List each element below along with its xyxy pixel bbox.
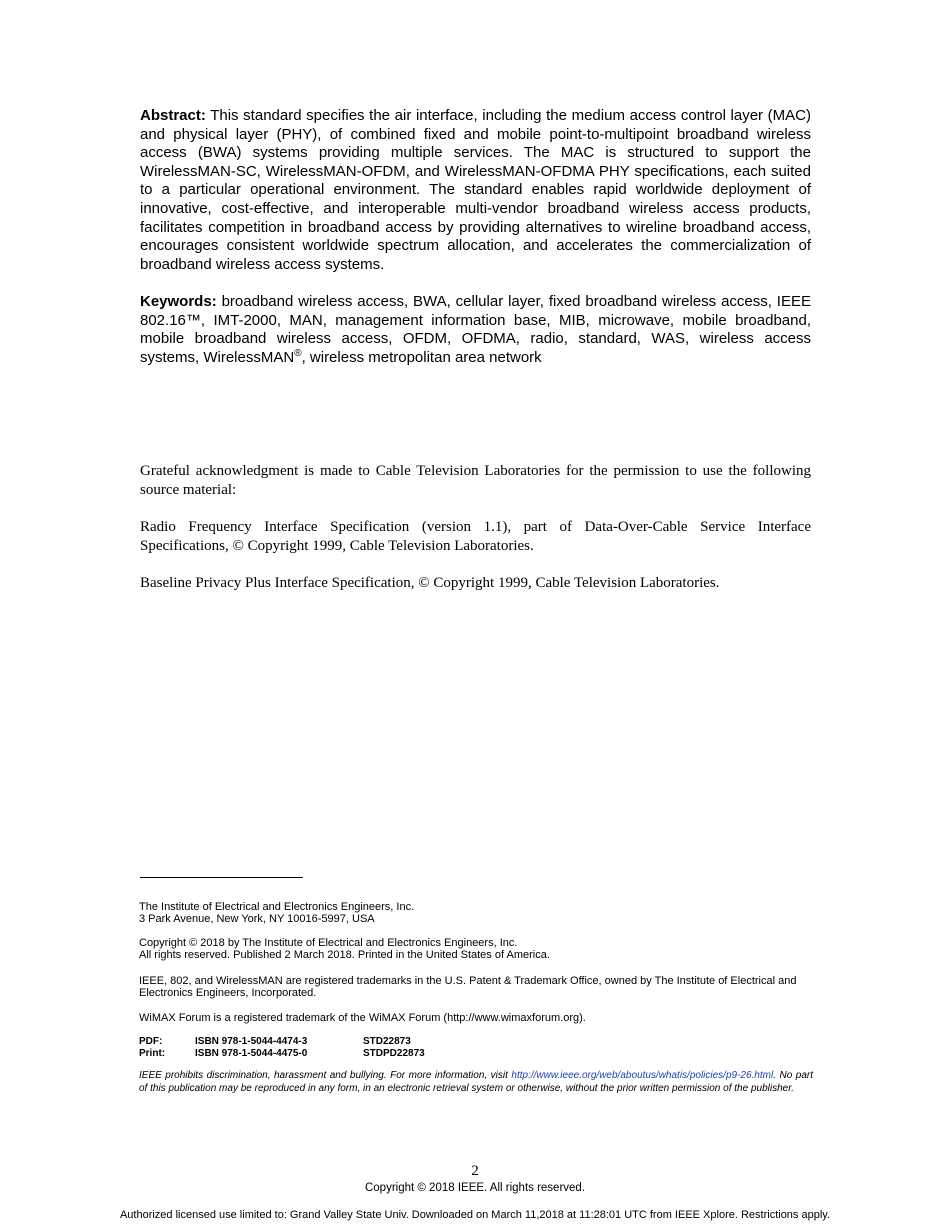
policy-link[interactable]: http://www.ieee.org/web/aboutus/whatis/policies/p9-26.html (511, 1070, 774, 1081)
copyright-line: Copyright © 2018 by The Institute of Electrical and Electronics Engineers, Inc. (139, 937, 518, 949)
keywords-text: broadband wireless access, BWA, cellular layer, fixed broadband wireless access, IEEE 802.16™, IMT-2000, MAN, management information base, MIB, microwave, mobile broadband, mobile broadband wireless access, OFDM, OFDMA, radio, standard, WAS, wireless access systems, WirelessMAN (140, 293, 811, 366)
isbn-number: ISBN 978-1-5044-4474-3 (195, 1036, 308, 1047)
acknowledgment-source-1: Radio Frequency Interface Specification (version 1.1), part of Data-Over-Cable Service Interface Specifications, © Copyright 1999, Cable Television Laboratories. (140, 519, 811, 554)
policy-notice (139, 1070, 813, 1095)
abstract-label: Abstract: (140, 107, 206, 124)
wimax-notice: WiMAX Forum is a registered trademark of the WiMAX Forum (http://www.wimaxforum.org). (139, 1012, 586, 1024)
publisher-name: The Institute of Electrical and Electronics Engineers, Inc. (139, 901, 415, 913)
publisher-address (139, 901, 813, 925)
keywords-label: Keywords: (140, 293, 217, 310)
trademark-notice: IEEE, 802, and WirelessMAN are registered trademarks in the U.S. Patent & Trademark Office, owned by The Institute of Electrical and Electronics Engineers, Incorporated. (139, 975, 797, 999)
policy-text-end: . No part of this publication may be reproduced in any form, in an electronic retrieval system or otherwise, without the prior written permission of the publisher. (139, 1070, 813, 1094)
isbn-row-pdf (139, 1036, 813, 1048)
footer-divider (140, 877, 303, 878)
keywords-paragraph (140, 293, 811, 367)
acknowledgment-intro: Grateful acknowledgment is made to Cable Television Laboratories for the permission to use the following source material: (140, 463, 811, 498)
isbn-table (139, 1036, 813, 1060)
page-copyright: Copyright © 2018 IEEE. All rights reserved. (364, 1182, 586, 1194)
registered-mark: ® (294, 347, 302, 359)
authorized-use-notice: Authorized licensed use limited to: Grand Valley State Univ. Downloaded on March 11,2018 at 11:28:01 UTC from IEEE Xplore. Restrictions apply. (119, 1209, 831, 1221)
acknowledgment-source-2: Baseline Privacy Plus Interface Specification, © Copyright 1999, Cable Television Laboratories. (140, 575, 720, 591)
abstract-text: This standard specifies the air interface, including the medium access control layer (MAC) and physical layer (PHY), of combined fixed and mobile point-to-multipoint broadband wireless access (BWA) systems providing multiple services. The MAC is structured to support the WirelessMAN-SC, WirelessMAN-OFDM, and WirelessMAN-OFDMA PHY specifications, each suited to a particular operational environment. The standard enables rapid worldwide deployment of innovative, cost-effective, and interoperable multi-vendor broadband wireless access products, facilitates competition in broadband access by providing alternatives to wireline broadband access, encourages consistent worldwide spectrum allocation, and accelerates the commercialization of broadband wireless access systems. (140, 107, 811, 273)
page-number: 2 (471, 1163, 479, 1179)
isbn-std: STDPD22873 (363, 1048, 425, 1059)
isbn-number: ISBN 978-1-5044-4475-0 (195, 1048, 308, 1059)
publisher-street: 3 Park Avenue, New York, NY 10016-5997, USA (139, 913, 375, 925)
isbn-std: STD22873 (363, 1036, 411, 1047)
isbn-row-print (139, 1048, 813, 1060)
keywords-text-end: , wireless metropolitan area network (301, 348, 542, 366)
rights-line: All rights reserved. Published 2 March 2018. Printed in the United States of America. (139, 949, 550, 961)
isbn-format: PDF: (139, 1036, 163, 1047)
policy-text: IEEE prohibits discrimination, harassment and bullying. For more information, visit (139, 1070, 512, 1081)
isbn-format: Print: (139, 1048, 166, 1059)
copyright-notice (139, 937, 813, 961)
abstract-paragraph (140, 107, 811, 274)
